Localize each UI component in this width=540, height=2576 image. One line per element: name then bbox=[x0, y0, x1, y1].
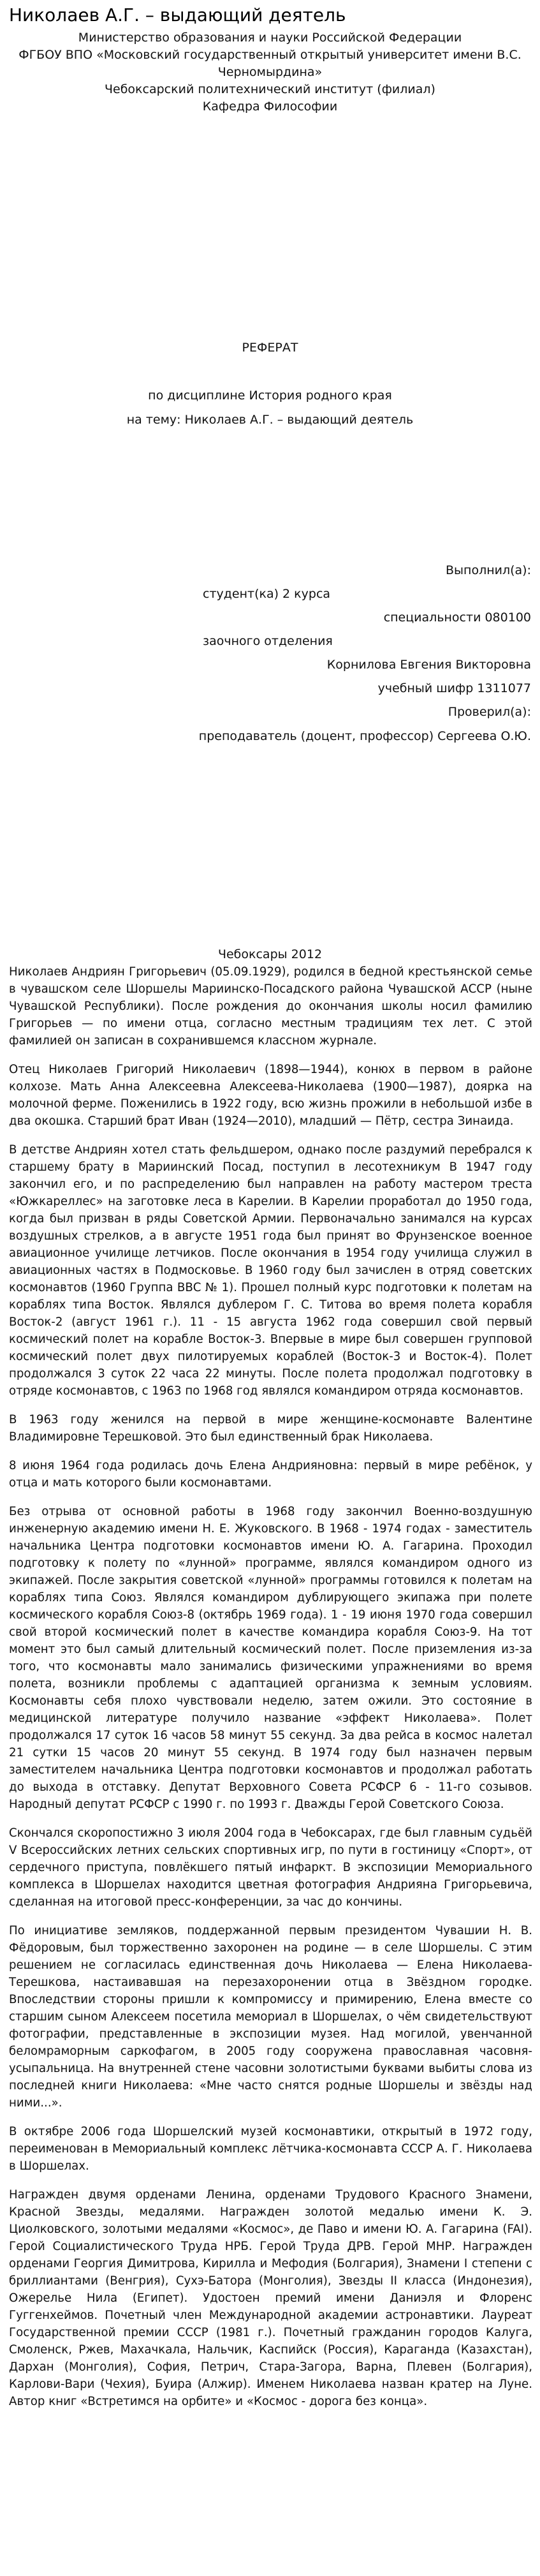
city-year: Чебоксары 2012 bbox=[217, 947, 323, 961]
department-line: Кафедра Философии bbox=[202, 100, 338, 114]
university-line-1: ФГБОУ ВПО «Московский государственный открытый университет имени В.С. bbox=[18, 48, 522, 62]
report-discipline: по дисциплине История родного края bbox=[148, 389, 392, 403]
ministry-line: Министерство образования и науки Российской Федерации bbox=[78, 31, 462, 45]
done-by-label: Выполнил(а): bbox=[445, 563, 531, 577]
specialty-line: специальности 080100 bbox=[383, 611, 531, 625]
paragraph-awards: Награжден двумя орденами Ленина, орденами Трудового Красного Знамени, Красной Звезды, медалями. Награжден золотой медалью имени К. Э. Циолковского, золотыми медалями «Космос», де Паво и имени Ю. А. Гагарина (FAI). Герой Социалистического Труда НРБ. Герой Труда ДРВ. Герой МНР. Награжден орденами Георгия Димитрова, Кирилла и Мефодия (Болгария), Знамени I степени с бриллиантами (Венгрия), Сухэ-Батора (Монголия), Звезды II класса (Индонезия), Ожерелье Нила (Египет). Удостоен премий имени Даниэля и Флоренс Гуггенхеймов. Почетный член Международной академии астронавтики. Лауреат Государственной премии СССР (1981 г.). Почетный гражданин городов Калуга, Смоленск, Ржев, Махачкала, Нальчик, Каспийск (Россия), Караганда (Казахстан), Дархан (Монголия), София, Петрич, Стара-Загора, Варна, Плевен (Болгария), Карлови-Вари (Чехия), Буира (Алжир). Именем Николаева назван кратер на Луне. Автор книг «Встретимся на орбите» и «Космос - дорога без конца». bbox=[9, 2188, 532, 2408]
student-name: Корнилова Евгения Викторовна bbox=[326, 658, 531, 672]
report-body bbox=[9, 963, 532, 2422]
paragraph-museum: В октябре 2006 года Шоршелский музей космонавтики, открытый в 1972 году, переименован в Мемориальный комплекс лётчика-космонавта СССР А. Г. Николаева в Шоршелах. bbox=[9, 2125, 532, 2173]
report-topic: на тему: Николаев А.Г. – выдающий деятель bbox=[126, 413, 414, 427]
page-title: Николаев А.Г. – выдающий деятель bbox=[9, 4, 346, 26]
paragraph-academy: Без отрыва от основной работы в 1968 году закончил Военно-воздушную инженерную академию имени Н. Е. Жуковского. В 1968 - 1974 годах - заместитель начальника Центра подготовки космонавтов имени Ю. А. Гагарина. Проходил подготовку к полету по «лунной» программе, являлся командиром одного из экипажей. После закрытия советской «лунной» программы готовился к полетам на кораблях типа Союз. Являлся командиром дублирующего экипажа при полете космического корабля Союз-8 (октябрь 1969 года). 1 - 19 июня 1970 года совершил свой второй космический полет в качестве командира корабля Союз-9. На тот момент это был самый длительный космический полет. После приземления из-за того, что космонавты мало занимались физическими упражнениями во время полета, возникли проблемы с адаптацией организма к земным условиям. Космонавты себя плохо чувствовали неделю, затем ожили. Это состояние в медицинской литературе получило название «эффект Николаева». Полет продолжался 17 суток 16 часов 58 минут 55 секунд. За два рейса в космос налетал 21 сутки 15 часов 20 минут 55 секунд. В 1974 году был назначен первым заместителем начальника Центра подготовки космонавтов и продолжал работать до выхода в отставку. Депутат Верховного Совета РСФСР 6 - 11-го созывов. Народный депутат РСФСР с 1990 г. по 1993 г. Дважды Герой Советского Союза. bbox=[9, 1505, 532, 1811]
checked-by-label: Проверил(а): bbox=[448, 705, 531, 719]
title-page-header bbox=[9, 29, 531, 115]
paragraph-daughter: 8 июня 1964 года родилась дочь Елена Андрияновна: первый в мире ребёнок, у отца и мать которого были космонавтами. bbox=[9, 1459, 532, 1490]
paragraph-burial: По инициативе земляков, поддержанной первым президентом Чувашии Н. В. Фёдоровым, был торжественно захоронен на родине — в селе Шоршелы. С этим решением не согласилась единственная дочь Николаева — Елена Николаева-Терешкова, настаивавшая на перезахоронении отца в Звёздном городке. Впоследствии стороны пришли к компромиссу и примирению, Елена вместе со старшим сыном Алексеем посетила мемориал в Шоршелах, о чём свидетельствуют фотографии, представленные в экспозиции музея. Над могилой, увенчанной беломраморным саркофагом, в 2005 году сооружена православная часовня-усыпальница. На внутренней стене часовни золотистыми буквами выбиты слова из последней книги Николаева: «Мне часто снятся родные Шоршелы и звёзды над ними...». bbox=[9, 1924, 532, 2110]
teacher-line: преподаватель (доцент, профессор) Сергеева О.Ю. bbox=[198, 729, 531, 743]
study-form: заочного отделения bbox=[203, 634, 333, 648]
paragraph-marriage: В 1963 году женился на первой в мире женщине-космонавте Валентине Владимировне Терешковой. Это был единственный брак Николаева. bbox=[9, 1413, 532, 1444]
paragraph-career: В детстве Андриян хотел стать фельдшером, однако после раздумий перебрался к старшему брату в Мариинский Посад, поступил в лесотехникум В 1947 году закончил его, и по распределению был направлен на работу мастером треста «Южкареллес» на заготовке леса в Карелии. В Карелии проработал до 1950 года, когда был призван в ряды Советской Армии. Первоначально занимался на курсах воздушных стрелков, а в августе 1951 года был принят во Фрунзенское военное авиационное училище летчиков. После окончания в 1954 году училища служил в авиационных частях в Подмосковье. В 1960 году был зачислен в отряд советских космонавтов (1960 Группа ВВС № 1). Прошел полный курс подготовки к полетам на кораблях типа Восток. Являлся дублером Г. С. Титова во время полета корабля Восток-2 (август 1961 г.). 11 - 15 августа 1962 года совершил свой первый космический полет на корабле Восток-3. Впервые в мире был совершен групповой космический полет двух пилотируемых кораблей (Восток-3 и Восток-4). Полет продолжался 3 суток 22 часа 22 минуты. После полета продолжал подготовку в отряде космонавтов, с 1963 по 1968 год являлся командиром отряда космонавтов. bbox=[9, 1143, 532, 1398]
university-line-2: Черномырдина» bbox=[217, 65, 323, 79]
paragraph-death: Скончался скоропостижно 3 июля 2004 года в Чебоксарах, где был главным судьёй V Всероссийских летних сельских спортивных игр, по пути в гостиницу «Спорт», от сердечного приступа, повлёкшего пятый инфаркт. В экспозиции Мемориального комплекса в Шоршелах находится цветная фотография Андрияна Григорьевича, сделанная на итоговой пресс-конференции, за час до кончины. bbox=[9, 1826, 532, 1909]
paragraph-family: Отец Николаев Григорий Николаевич (1898—1944), конюх в первом в районе колхозе. Мать Анна Алексеевна Алексеева-Николаева (1900—1987), доярка на молочной ферме. Поженились в 1922 году, всю жизнь прожили в небольшой избе в два окошка. Старший брат Иван (1924—2010), младший — Пётр, сестра Зинаида. bbox=[9, 1063, 532, 1128]
student-course: студент(ка) 2 курса bbox=[203, 587, 331, 601]
student-code: учебный шифр 1311077 bbox=[377, 681, 531, 695]
institute-line: Чебоксарский политехнический институт (филиал) bbox=[105, 82, 435, 96]
report-title: РЕФЕРАТ bbox=[242, 341, 298, 355]
paragraph-birth: Николаев Андриян Григорьевич (05.09.1929), родился в бедной крестьянской семье в чувашском селе Шоршелы Мариинско-Посадского района Чувашской АССР (ныне Чувашской Республики). После рождения до окончания школы носил фамилию Григорьев — по имени отца, согласно местным традициям тех лет. С этой фамилией он записан в сохранившемся классном журнале. bbox=[9, 965, 532, 1047]
